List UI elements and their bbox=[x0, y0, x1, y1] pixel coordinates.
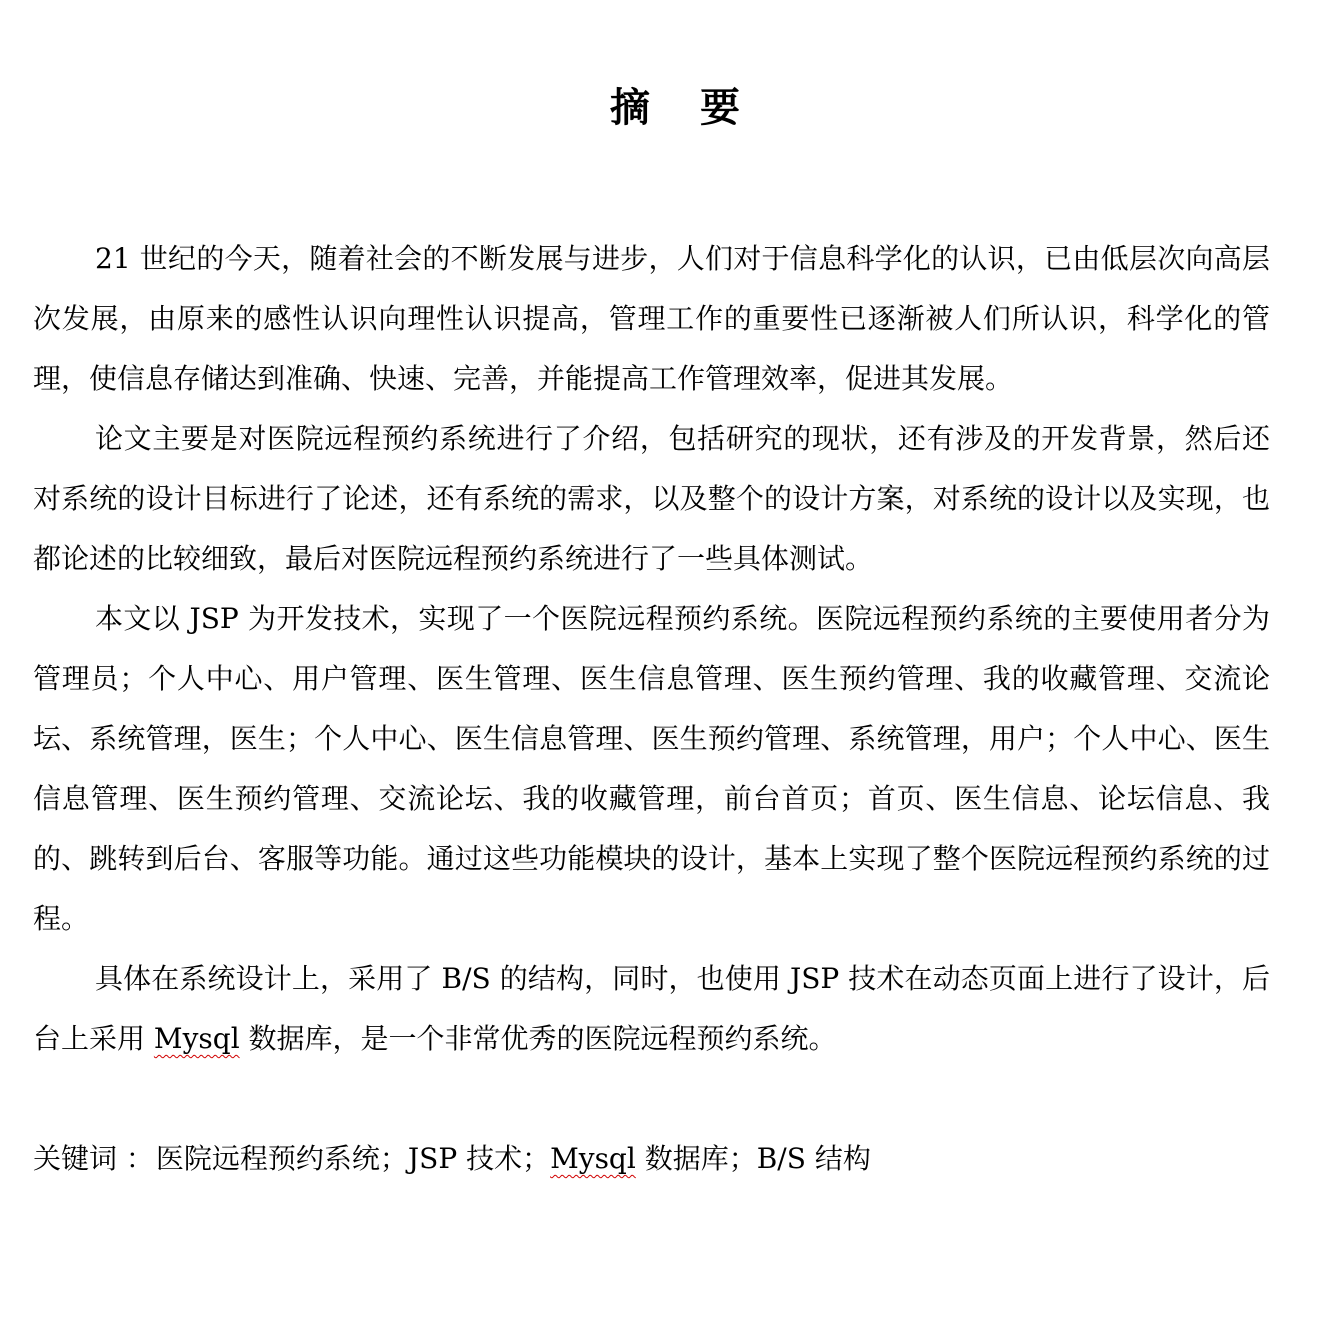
keywords-line bbox=[33, 1129, 871, 1189]
keywords-part-1: 医院远程预约系统；JSP 技术； bbox=[155, 1142, 551, 1175]
keywords-part-2: 数据库；B/S 结构 bbox=[635, 1142, 871, 1175]
abstract-paragraph-1: 21 世纪的今天，随着社会的不断发展与进步，人们对于信息科学化的认识，已由低层次向高层次发展，由原来的感性认识向理性认识提高，管理工作的重要性已逐渐被人们所认识，科学化的管理，使信息存储达到准确、快速、完善，并能提高工作管理效率，促进其发展。 bbox=[33, 242, 1270, 395]
abstract-paragraph-4 bbox=[33, 949, 1270, 1069]
keywords-label: 关键词 bbox=[33, 1142, 118, 1175]
paragraph-4-text-before: 具体在系统设计上，采用了 B/S 的结构，同时，也使用 JSP 技术在动态页面上进行了设计，后台上采用 bbox=[33, 962, 1270, 1055]
abstract-title: 摘要 bbox=[610, 84, 790, 131]
abstract-paragraph-2: 论文主要是对医院远程预约系统进行了介绍，包括研究的现状，还有涉及的开发背景，然后还对系统的设计目标进行了论述，还有系统的需求，以及整个的设计方案，对系统的设计以及实现，也都论述的比较细致，最后对医院远程预约系统进行了一些具体测试。 bbox=[33, 422, 1270, 575]
paragraph-4-text-after: 数据库，是一个非常优秀的医院远程预约系统。 bbox=[239, 1022, 837, 1055]
abstract-body bbox=[33, 229, 1270, 1069]
keywords-flagged-word: Mysql bbox=[550, 1142, 636, 1175]
keywords-separator: ： bbox=[117, 1142, 154, 1175]
abstract-paragraph-3: 本文以 JSP 为开发技术，实现了一个医院远程预约系统。医院远程预约系统的主要使用者分为管理员；个人中心、用户管理、医生管理、医生信息管理、医生预约管理、我的收藏管理、交流论坛、系统管理，医生；个人中心、医生信息管理、医生预约管理、系统管理，用户；个人中心、医生信息管理、医生预约管理、交流论坛、我的收藏管理，前台首页；首页、医生信息、论坛信息、我的、跳转到后台、客服等功能。通过这些功能模块的设计，基本上实现了整个医院远程预约系统的过程。 bbox=[33, 602, 1270, 935]
spellcheck-flagged-word: Mysql bbox=[153, 1022, 240, 1055]
